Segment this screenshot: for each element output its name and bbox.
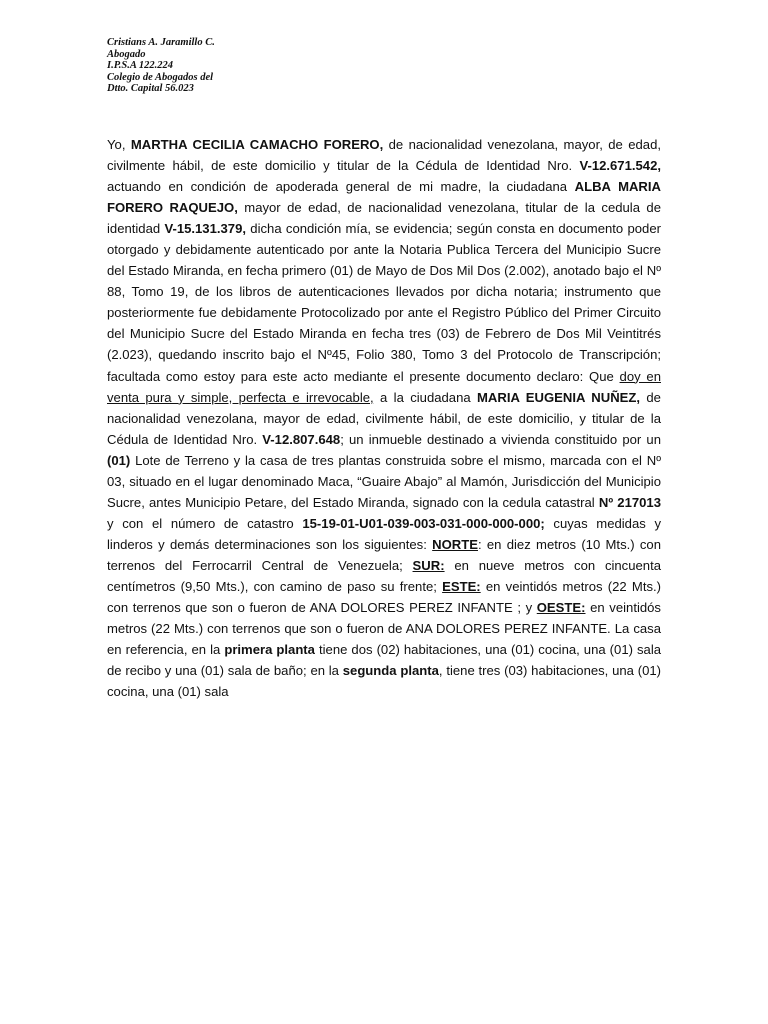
text-run: en veintidós metros (22 Mts.) con terrenos que son o fueron de ANA DOLORES PEREZ INFANTE. La casa en referencia, en la (107, 600, 661, 658)
text-run: y con el número de catastro (107, 515, 303, 531)
text-run: : en diez metros (10 Mts.) con terrenos del Ferrocarril Central de Venezuela; (107, 536, 661, 573)
document-body-paragraph (107, 134, 661, 702)
bold-text: primera planta (224, 642, 315, 658)
bold-text: MARTHA CECILIA CAMACHO FORERO, (130, 137, 384, 152)
underlined-text: doy en venta pura y simple, perfecta e irrevocable, (107, 368, 661, 405)
bold-text: 15-19-01-U01-039-003-031-000-000-000; (302, 515, 545, 531)
bold-text: V-12.671.542, (579, 158, 661, 174)
text-run: a la ciudadana (373, 389, 477, 405)
text-run: de nacionalidad venezolana, mayor de edad, civilmente hábil, de este domicilio, y titular de la Cédula de Identidad Nro. (107, 389, 661, 447)
text-run: de nacionalidad venezolana, mayor, de edad, civilmente hábil, de este domicilio y titular de la Cédula de Identidad Nro. (107, 137, 661, 174)
bold-underlined-text: NORTE (432, 536, 478, 552)
text-run: cuyas medidas y linderos y demás determinaciones son los siguientes: (107, 515, 661, 552)
text-run: Lote de Terreno y la casa de tres plantas construida sobre el mismo, marcada con el Nº 03, situado en el lugar denominado Maca, “Guaire Abajo” al Mamón, Jurisdicción del Municipio Sucre, antes Municipio Petare, del Estado Miranda, signado con la cedula catastral (107, 452, 661, 510)
text-run: mayor de edad, de nacionalidad venezolana, titular de la cedula de identidad (107, 200, 661, 237)
text-run: Yo, (107, 137, 131, 152)
letterhead-registration: Dtto. Capital 56.023 (107, 83, 194, 95)
bold-text: MARIA EUGENIA NUÑEZ, (477, 389, 641, 405)
text-run: ; un inmueble destinado a vivienda constituido por un (340, 431, 661, 447)
bold-text: segunda planta (342, 663, 439, 679)
letterhead-ipsa: I.P.S.A 122.224 (107, 60, 174, 72)
text-run: en nueve metros con cincuenta centímetros (9,50 Mts.), con camino de paso su frente; (107, 557, 661, 594)
text-run: en veintidós metros (22 Mts.) con terrenos que son o fueron de ANA DOLORES PEREZ INFANTE ; y (107, 578, 661, 616)
letterhead-name: Cristians A. Jaramillo C. (107, 37, 215, 48)
text-run: dicha condición mía, se evidencia; según consta en documento poder otorgado y debidamente autenticado por ante la Notaria Publica Tercera del Municipio Sucre del Estado Miranda, en fecha primero (01) de Mayo de Dos Mil Dos (2.002), anotado bajo el Nº 88, Tomo 19, de los libros de autenticaciones llevados por dicha notaria; instrumento que posteriormente fue debidamente Protocolizado por ante el Registro Público del Primer Circuito del Municipio Sucre del Estado Miranda en fecha tres (03) de Febrero de Dos Mil Veintitrés (2.023), quedando inscrito bajo el Nº45, Folio 380, Tomo 3 del Protocolo de Transcripción; facultada como estoy para este acto mediante el presente documento declaro: Que (107, 221, 661, 384)
bold-underlined-text: OESTE: (536, 600, 586, 616)
bold-text: ALBA MARIA FORERO RAQUEJO, (107, 179, 661, 216)
letterhead-profession: Abogado (107, 48, 146, 60)
bold-text: Nº 217013 (598, 494, 661, 510)
bold-text: V-15.131.379, (164, 221, 246, 237)
text-run: tiene dos (02) habitaciones, una (01) cocina, una (01) sala de recibo y una (01) sala de baño; en la (107, 642, 662, 679)
bold-text: V-12.807.648 (262, 431, 341, 447)
bold-underlined-text: SUR: (412, 557, 445, 573)
text-run: actuando en condición de apoderada general de mi madre, la ciudadana (107, 179, 575, 195)
bold-underlined-text: ESTE: (442, 578, 481, 594)
bold-text: (01) (107, 452, 131, 468)
text-run: , tiene tres (03) habitaciones, una (01) cocina, una (01) sala (107, 663, 661, 700)
letterhead-college: Colegio de Abogados del (107, 71, 214, 83)
letterhead (107, 37, 215, 95)
